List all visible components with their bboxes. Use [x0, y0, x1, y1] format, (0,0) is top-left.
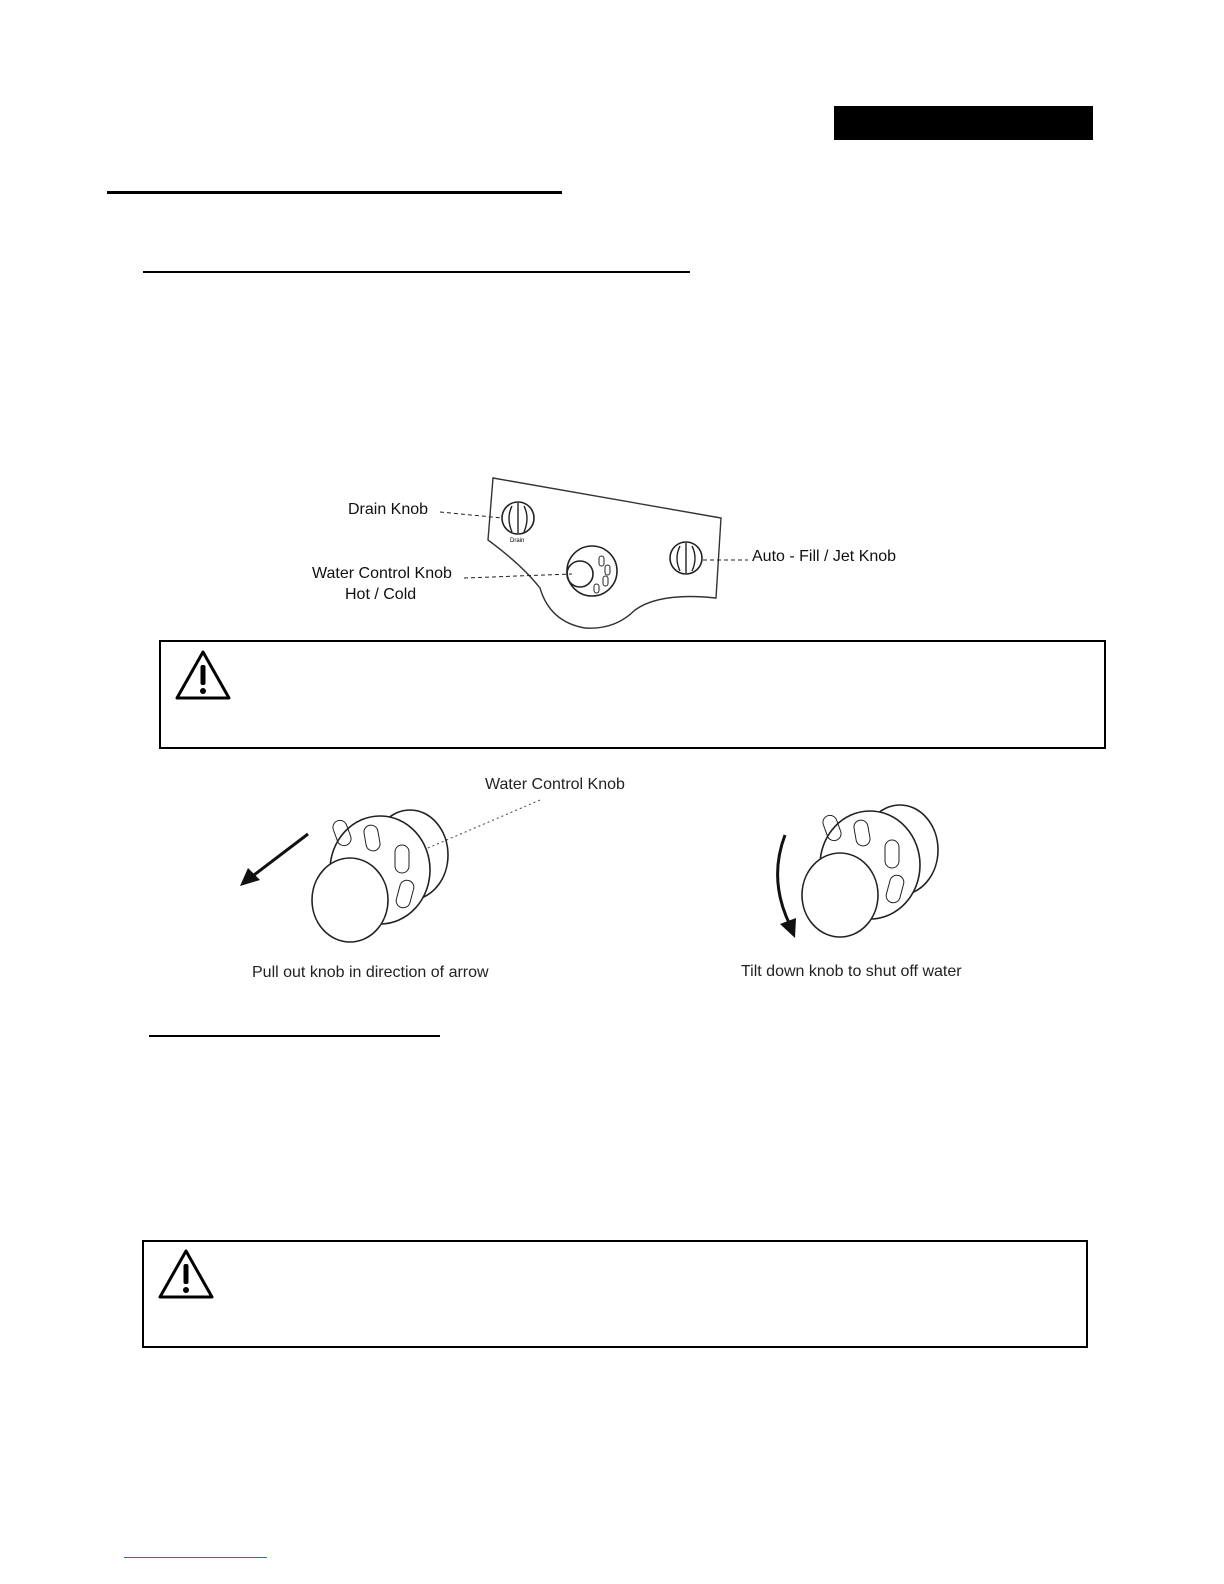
drain-knob-label: Drain Knob — [348, 501, 429, 518]
warning-triangle-icon — [174, 649, 232, 701]
svg-text:Drain: Drain — [510, 538, 525, 544]
pull-direction-arrow-icon — [240, 834, 308, 886]
tilt-down-knob-icon — [802, 805, 938, 937]
footer-link-underline[interactable] — [124, 1557, 267, 1558]
section-title-underline — [107, 191, 562, 194]
subsection-underline-1 — [143, 271, 690, 273]
tilt-down-caption: Tilt down knob to shut off water — [741, 963, 962, 980]
auto-fill-jet-knob-icon — [670, 542, 702, 574]
water-control-leader-line — [464, 574, 572, 578]
tilt-down-arrow-icon — [778, 835, 796, 938]
warning-box-1 — [159, 640, 1106, 749]
warning-triangle-icon — [157, 1248, 215, 1300]
subsection-underline-2 — [149, 1035, 440, 1037]
warning-box-2 — [142, 1240, 1088, 1348]
pull-out-knob-icon — [312, 810, 448, 942]
auto-fill-jet-knob-label: Auto - Fill / Jet Knob — [752, 548, 897, 565]
drain-leader-line — [440, 512, 502, 518]
water-control-knob-sublabel: Hot / Cold — [345, 586, 417, 603]
knob-diagrams — [220, 790, 1000, 950]
drain-knob-icon — [502, 502, 534, 544]
water-control-knob-pointer-label: Water Control Knob — [485, 776, 625, 793]
water-control-knob-icon — [567, 546, 617, 596]
header-black-bar — [834, 106, 1093, 140]
pull-out-caption: Pull out knob in direction of arrow — [252, 964, 489, 981]
water-control-knob-label: Water Control Knob — [312, 565, 452, 582]
